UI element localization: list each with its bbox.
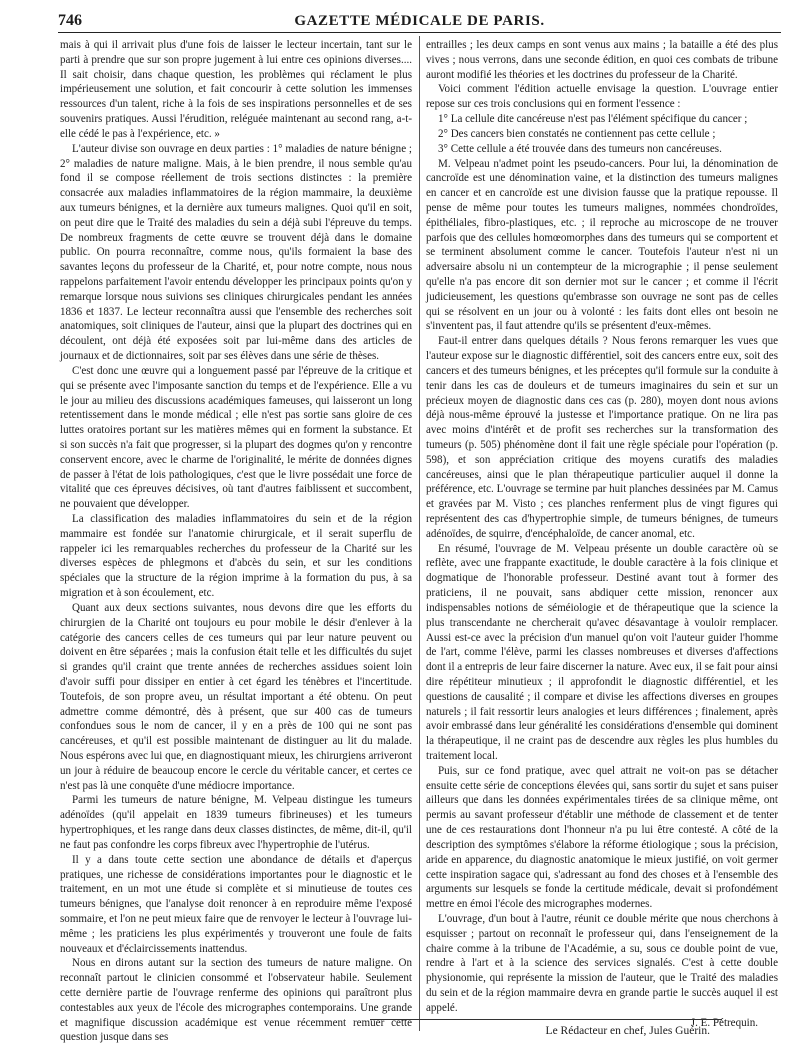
paragraph: 1° La cellule dite cancéreuse n'est pas l'élément spécifique du cancer ; bbox=[438, 113, 748, 126]
author-signature: J. E. Pétrequin. bbox=[690, 1016, 758, 1029]
right-column bbox=[426, 38, 778, 1030]
left-column bbox=[60, 38, 412, 1045]
column-divider bbox=[419, 36, 420, 1031]
page-header bbox=[58, 10, 781, 33]
paragraph: L'ouvrage, d'un bout à l'autre, réunit ce double mérite que nous cherchons à esquisser ; partout on reconnaît le professeur qui, dans l'enseignement de la chaire comme à la tribune de l'Académie, a su, sous ce double point de vue, rendre à l'art et à la science des services signalés. C'est à cette double physionomie, qui représente la mission de l'auteur, que le Traité des maladies du sein et de la région mammaire devra en grande partie le succès auquel il est appelé. bbox=[426, 912, 778, 1014]
page-number: 746 bbox=[58, 12, 82, 29]
paragraph: Il y a dans toute cette section une abondance de détails et d'aperçus pratiques, une richesse de considérations importantes pour le diagnostic et le traitement, en un mot une étude si complète et si minutieuse de toutes ces tumeurs bénignes, que l'analyse doit renoncer à en reproduire même l'exposé sommaire, et l'on ne peut mieux faire que de renvoyer le lecteur à l'ouvrage lui-même ; les praticiens les plus expérimentés y trouveront une foule de faits nouveaux et d'éclaircissements inattendus. bbox=[60, 853, 412, 955]
paragraph: mais à qui il arrivait plus d'une fois de laisser le lecteur incertain, tant sur le parti à prendre que sur son propre jugement à lui entre ces opinions diverses.... Il sait choisir, dans chaque question, les problèmes qui réclament le plus impérieusement une solution, et fait concourir à cette solution les immenses ressources d'un talent, riche à la fois de ses inspirations personnelles et de ses souvenirs pratiques. Aussi l'érudition, reléguée maintenant au second rang, a-t-elle cédé le pas à l'expérience, etc. » bbox=[60, 39, 412, 140]
journal-title: GAZETTE MÉDICALE DE PARIS. bbox=[294, 13, 545, 29]
paragraph: La classification des maladies inflammatoires du sein et de la région mammaire est fondée sur l'anatomie chirurgicale, et il serait superflu de rappeler ici les remarquables recherches du professeur de la Charité sur les diverses espèces de phlegmons et d'abcès du sein, et sur les conditions spéciales que la structure de la région imprime à la formation du pus, à sa migration et à son écoulement, etc. bbox=[60, 513, 412, 600]
paragraph: Quant aux deux sections suivantes, nous devons dire que les efforts du chirurgien de la Charité ont toujours eu pour mobile le désir d'enlever à la catégorie des cancers celles de ces tumeurs qui par leur nature peuvent ou doivent en être séparées ; mais la confusion était telle et les difficultés du sujet si grandes qu'il craint que trente années de recherches assidues soient loin d'avoir suffi pour dissiper en entier à cet égard les ténèbres et l'incertitude. Toutefois, de son propre aveu, un résultat important a été obtenu. On peut admettre comme démontré, dès à présent, que sur 400 cas de tumeurs confondues sous le nom de cancer, il y en a près de 100 qui ne sont pas cancéreuses, et qu'il est possible maintenant de distinguer au lit du malade. Nous espérons avec lui que, en diagnostiquant mieux, les chirurgiens arriveront un jour à réduire de beaucoup encore le cercle du véritable cancer, et certes ce n'est pas là une conquête d'une médiocre importance. bbox=[60, 601, 412, 792]
paragraph: Parmi les tumeurs de nature bénigne, M. Velpeau distingue les tumeurs adénoïdes (qu'il appelait en 1839 tumeurs fibrineuses) et les tumeurs hypertrophiques, et les range dans deux classes distinctes, de même, dit-il, qu'il ne faut pas confondre les corps fibreux avec l'hypertrophie de l'utérus. bbox=[60, 794, 412, 851]
paragraph: Nous en dirons autant sur la section des tumeurs de nature maligne. On reconnaît partout le clinicien consommé et l'observateur habile. Seulement cette dernière partie de l'ouvrage renferme des opinions qui paraîtront plus contestables aux yeux de l'école des micrographes contemporains. Une grande et magnifique discussion académique est venue récemment remuer cette question jusque dans ses bbox=[60, 957, 412, 1044]
paragraph: 2° Des cancers bien constatés ne contiennent pas cette cellule ; bbox=[438, 127, 716, 140]
paragraph: 3° Cette cellule a été trouvée dans des tumeurs non cancéreuses. bbox=[438, 142, 722, 155]
editor-signature: Le Rédacteur en chef, Jules Guérin. bbox=[545, 1025, 710, 1037]
paragraph: Faut-il entrer dans quelques détails ? Nous ferons remarquer les vues que l'auteur expose sur le diagnostic différentiel, soit des cancers entre eux, soit des cancers et des tumeurs bénignes, et les préceptes qu'il formule sur la conduite à tenir dans les cas de douleurs et de tumeurs imaginaires du sein et sur un précieux moyen de diagnostic dans ces cas (p. 280), moyen dont nous avions déjà nous-même éprouvé la justesse et l'importance pratique. On ne lira pas avec moins d'intérêt et de profit ses recherches sur la transformation des tumeurs (p. 505) phénomène dont il fait une règle spéciale pour l'opération (p. 598), et son appréciation critique des moyens curatifs des maladies cancéreuses, ainsi que le plan thérapeutique particulier auquel il donne la préférence, etc. L'ouvrage se termine par huit planches dessinées par M. Camus et gravées par M. Visto ; ces planches renferment plus de vingt figures qui représentent des cas d'hypertrophie simple, de tumeurs bénignes, de tumeurs adénoïdes, de squirre, d'encéphaloïde, de cancer anomal, etc. bbox=[426, 335, 778, 540]
paragraph: En résumé, l'ouvrage de M. Velpeau présente un double caractère où se reflète, avec une frappante exactitude, le double caractère à la fois clinique et dogmatique de l'honorable professeur. Destiné avant tout à former des praticiens, il ne pouvait, sans abdiquer cette mission, renoncer aux indispensables notions de séméiologie et de thérapeutique que la science la plus transcendante ne chercherait qu'avec désavantage à vouloir remplacer. Aussi est-ce avec la précision d'un manuel qu'on voit l'auteur guider l'homme de l'art, comme l'élève, parmi les classes nombreuses et diverses d'affections dont il a entrepris de leur faire discerner la nature. Avec eux, il se fait pour ainsi dire répétiteur minutieux ; il approfondit le diagnostic différentiel, et les questions de causalité ; il compare et divise les affections diverses en groupes naturels ; il fait ressortir leurs analogies et leurs différences ; finalement, après avoir embrassé dans leur généralité les considérations d'ensemble qui dominent la thérapeutique, il ne craint pas de descendre aux règles les plus humbles du traitement local. bbox=[426, 542, 778, 762]
paragraph: Voici comment l'édition actuelle envisage la question. L'ouvrage entier repose sur ces trois conclusions qui en forment l'essence : bbox=[426, 83, 778, 111]
paragraph: Puis, sur ce fond pratique, avec quel attrait ne voit-on pas se détacher ensuite cette série de conceptions élevées qui, sans sortir du sujet et sans puiser ailleurs que dans les données expérimentales tirées de sa clinique même, ont permis au savant professeur d'établir une méthode de classement et de tenter une de ces restaurations dont l'honneur n'a pu lui être contesté. A côté de la description des symptômes s'élabore la réforme étiologique ; sous la précision, aride en apparence, du diagnostic anatomique le mieux justifié, on voit germer cette inspiration sagace qui, s'adressant au fond des choses et à l'ensemble des arguments sur lesquels se fonde la certitude médicale, devait si profondément mettre en émoi l'école des micrographes modernes. bbox=[426, 764, 778, 911]
end-rule bbox=[370, 1019, 722, 1020]
paragraph: M. Velpeau n'admet point les pseudo-cancers. Pour lui, la dénomination de cancroïde est une dénomination vaine, et la distinction des tumeurs malignes en cancer et en cancroïde est une division fausse que la pratique repousse. Il pense de même pour toutes les tumeurs malignes, nommées chondroïdes, épithéliales, fibro-plastiques, etc. ; il reproche au microscope de ne trouver parfois que des cellules homœomorphes dans des tumeurs qui se comportent et se terminent absolument comme le cancer. Toutefois l'auteur n'est ni un adversaire absolu ni un contempteur de la micrographie ; il pense seulement qu'elle n'a pas encore dit son dernier mot sur le cancer ; et comme il l'écrit judicieusement, les questions qu'embrasse son ouvrage ne sont pas de celles qui se résolvent en un jour ou à volonté : les faits dont elles ont besoin ne s'inventent pas, il faut attendre qu'ils se présentent d'eux-mêmes. bbox=[426, 157, 778, 333]
journal-page bbox=[58, 10, 781, 1050]
paragraph: entrailles ; les deux camps en sont venus aux mains ; la bataille a été des plus vives ; nous verrons, dans une seconde édition, en quoi ces combats de tribune auront modifié les théories et les doctrines du professeur de la Charité. bbox=[426, 39, 778, 81]
paragraph: C'est donc une œuvre qui a longuement passé par l'épreuve de la critique et qui se présente avec l'imposante sanction du temps et de l'expérience. Elle a vu le jour au milieu des discussions académiques fameuses, qui laisseront un long retentissement dans le monde médical ; elle n'est pas sortie sans gloire de ces luttes oratoires portant sur les matières mêmes qui en forment la substance. Et si son succès n'a fait que progresser, si la plupart des dogmes qu'on y rencontre conservent encore, avec le charme de l'originalité, le mérite de données dignes de passer à l'état de lois pathologiques, c'est que le livre possédait une force de vitalité que ces épreuves décisives, où tant d'autres faiblissent et succombent, ne pouvaient que développer. bbox=[60, 364, 412, 511]
paragraph: L'auteur divise son ouvrage en deux parties : 1° maladies de nature bénigne ; 2° maladies de nature maligne. Mais, à le bien prendre, il nous semble qu'au fond il se compose réellement de trois sections distinctes : la première consacrée aux maladies inflammatoires de la région mammaire, la deuxième aux tumeurs bénignes, et la dernière aux tumeurs malignes. Quoi qu'il en soit, on peut dire que le Traité des maladies du sein a déjà subi l'épreuve du temps. De nombreux fragments de cette œuvre se trouvent déjà dans le domaine public. On pourra reconnaître, comme nous, qu'ils formaient la base des savantes leçons du professeur de la Charité, et, pour notre compte, nous nous rappelons parfaitement l'avoir entendu développer les principaux points qu'on y remarque lorsque nous suivions ses cliniques chirurgicales pendant les années 1836 et 1837. Le lecteur reconnaîtra aussi que l'ensemble des recherches soit anatomiques, soit cliniques de l'auteur, ainsi que la plupart des doctrines qui en découlent, ont déjà été exposées soit par lui-même dans des articles de journaux et de dictionnaires, soit par ses élèves dans une série de thèses. bbox=[60, 142, 412, 363]
